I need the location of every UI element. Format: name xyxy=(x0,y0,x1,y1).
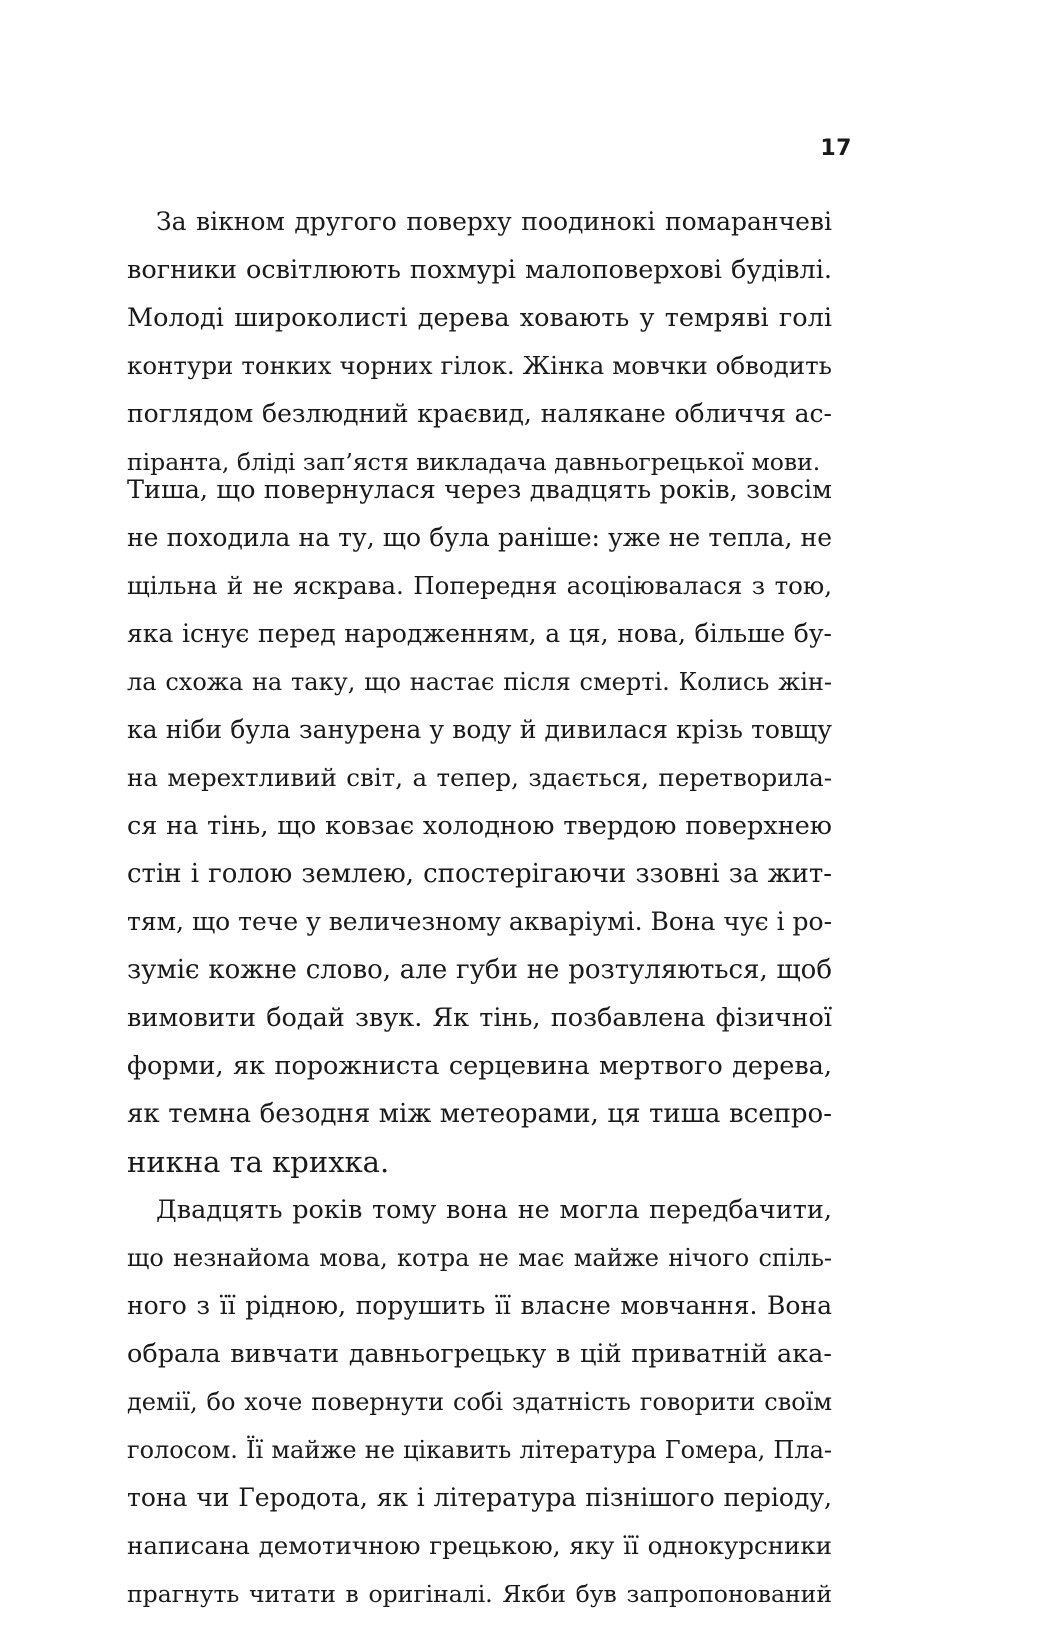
text-line: контури тонких чорних гілок. Жінка мовчки обводить xyxy=(127,351,832,380)
text-line: Двадцять років тому вона не могла передбачити, xyxy=(156,1195,832,1225)
text-line: Тиша, що повернулася через двадцять років, зовсім xyxy=(127,475,832,505)
text-line: обрала вивчати давньогрецьку в цій приватній ака- xyxy=(127,1339,832,1369)
text-line: ла схожа на таку, що настає після смерті. Колись жін- xyxy=(127,668,832,696)
text-line: зуміє кожне слово, але губи не розтуляються, щоб xyxy=(127,955,832,985)
text-line: написана демотичною грецькою, яку її однокурсники xyxy=(127,1531,832,1560)
text-line: прагнуть читати в оригіналі. Якби був запропонований xyxy=(127,1580,832,1608)
text-line: вогники освітлюють похмурі малоповерхові будівлі. xyxy=(127,255,832,285)
text-line: що незнайома мова, котра не має майже нічого спіль- xyxy=(127,1244,832,1272)
text-line: никна та крихка. xyxy=(127,1145,390,1179)
text-line: ного з її рідною, порушить її власне мовчання. Вона xyxy=(127,1291,832,1320)
text-line: ся на тінь, що ковзає холодною твердою поверхнею xyxy=(127,811,832,841)
page-number: 17 xyxy=(820,136,852,161)
text-line: не походила на ту, що була раніше: уже не тепла, не xyxy=(127,523,832,552)
text-line: форми, як порожниста серцевина мертвого дерева, xyxy=(127,1051,832,1081)
text-line: тям, що тече у величезному акваріумі. Вона чує і ро- xyxy=(127,907,833,936)
text-line: стін і голою землею, спостерігаючи ззовні за жит- xyxy=(127,859,832,889)
text-line: ка ніби була занурена у воду й дивилася крізь товщу xyxy=(127,715,832,744)
text-line: голосом. Її майже не цікавить література Гомера, Пла- xyxy=(127,1436,832,1464)
text-line: демії, бо хоче повернути собі здатність говорити своїм xyxy=(127,1388,832,1416)
text-line: піранта, бліді зап’ястя викладача давньогрецької мови. xyxy=(127,448,821,476)
text-line: Молоді широколисті дерева ховають у темряві голі xyxy=(127,303,832,333)
text-line: поглядом безлюдний краєвид, налякане обличчя ас- xyxy=(127,399,832,428)
text-line: на мерехтливий світ, а тепер, здається, перетворила- xyxy=(127,763,832,792)
text-line: вимовити бодай звук. Як тінь, позбавлена фізичної xyxy=(127,1003,832,1033)
text-line: тона чи Геродота, як і література пізнішого періоду, xyxy=(127,1483,832,1512)
text-line: За вікном другого поверху поодинокі помаранчеві xyxy=(156,207,832,236)
text-line: яка існує перед народженням, а ця, нова, більше бу- xyxy=(127,619,832,648)
text-line: щільна й не яскрава. Попередня асоціювалася з тою, xyxy=(127,571,832,600)
paragraph-1 xyxy=(127,198,832,486)
text-line: як темна безодня між метеорами, ця тиша всепро- xyxy=(127,1099,832,1129)
paragraph-group xyxy=(127,466,832,1618)
